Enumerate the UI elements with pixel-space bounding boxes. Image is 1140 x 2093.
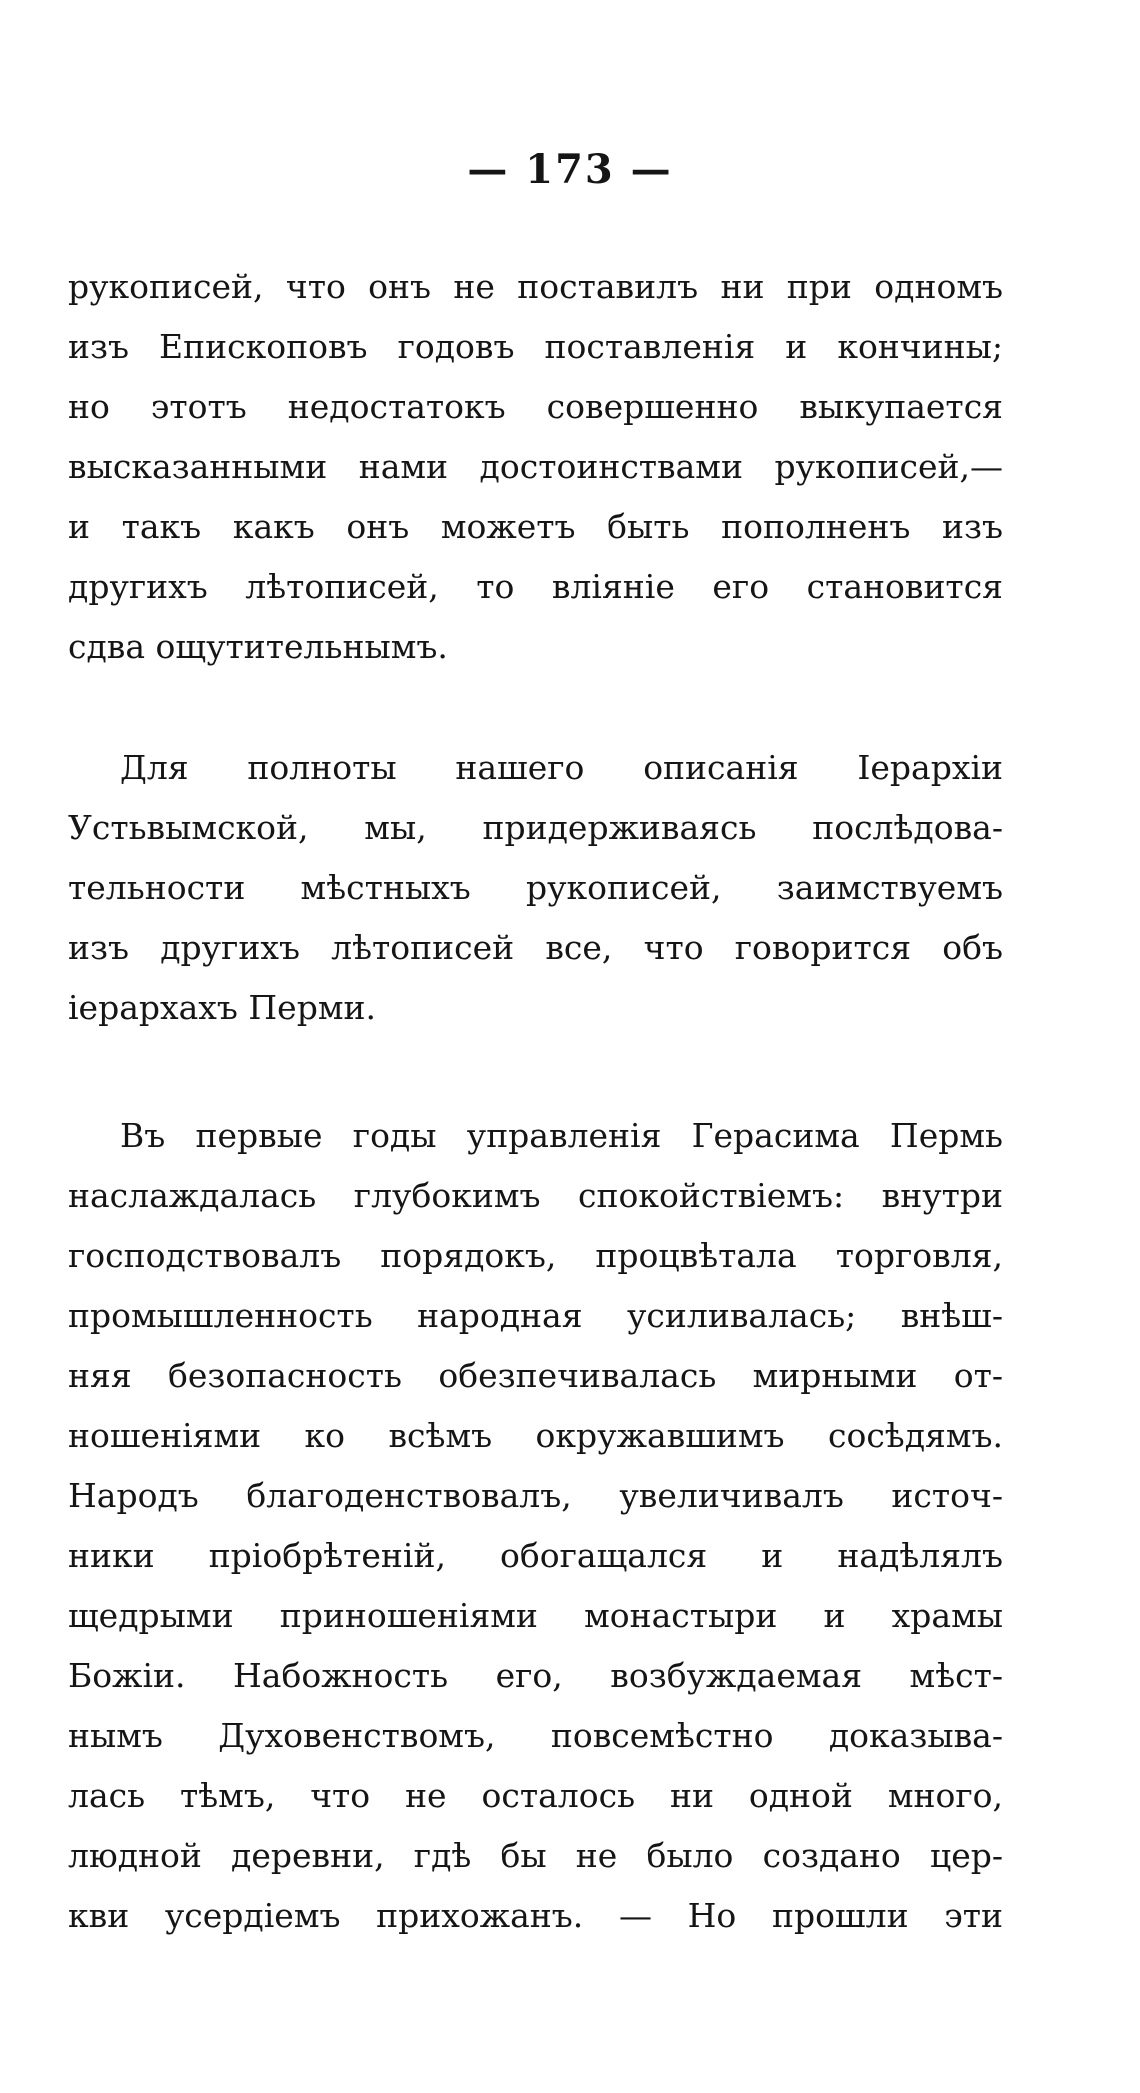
- text-line: Для полноты нашего описанія Іерархіи: [120, 748, 1003, 787]
- text-line: людной деревни, гдѣ бы не было создано цер-: [68, 1836, 1003, 1875]
- text-line: ношеніями ко всѣмъ окружавшимъ сосѣдямъ.: [68, 1416, 1003, 1455]
- text-line: Божіи. Набожность его, возбуждаемая мѣст-: [68, 1656, 1003, 1695]
- paragraph-1: [68, 257, 1003, 677]
- text-line: Народъ благоденствовалъ, увеличивалъ источ-: [68, 1476, 1003, 1515]
- text-line: изъ другихъ лѣтописей все, что говорится объ: [68, 928, 1003, 967]
- text-line: Въ первые годы управленія Герасима Пермь: [120, 1116, 1003, 1155]
- text-line: промышленность народная усиливалась; внѣш-: [68, 1296, 1003, 1335]
- text-line: няя безопасность обезпечивалась мирными от-: [68, 1356, 1003, 1395]
- text-line: Устьвымской, мы, придерживаясь послѣдова-: [68, 808, 1003, 847]
- text-line: сдва ощутительнымъ.: [68, 627, 448, 666]
- text-line: нымъ Духовенствомъ, повсемѣстно доказыва-: [68, 1716, 1003, 1755]
- text-line: господствовалъ порядокъ, процвѣтала торговля,: [68, 1236, 1003, 1275]
- paragraph-3: [68, 1106, 1003, 1946]
- text-line: ники пріобрѣтеній, обогащался и надѣлялъ: [68, 1536, 1003, 1575]
- text-line: но этотъ недостатокъ совершенно выкупается: [68, 387, 1003, 426]
- text-line: іерархахъ Перми.: [68, 988, 376, 1027]
- text-line: кви усердіемъ прихожанъ. — Но прошли эти: [68, 1896, 1003, 1935]
- text-line: высказанными нами достоинствами рукописей,—: [68, 447, 1003, 486]
- text-line: лась тѣмъ, что не осталось ни одной много,: [68, 1776, 1003, 1815]
- page-number: — 173 —: [467, 146, 673, 193]
- text-line: рукописей, что онъ не поставилъ ни при одномъ: [68, 267, 1003, 306]
- text-line: тельности мѣстныхъ рукописей, заимствуемъ: [68, 868, 1003, 907]
- paragraph-2: [68, 738, 1003, 1038]
- text-line: другихъ лѣтописей, то вліяніе его становится: [68, 567, 1003, 606]
- text-line: изъ Епископовъ годовъ поставленія и кончины;: [68, 327, 1003, 366]
- text-line: щедрыми приношеніями монастыри и храмы: [68, 1596, 1003, 1635]
- text-line: и такъ какъ онъ можетъ быть пополненъ изъ: [68, 507, 1003, 546]
- text-line: наслаждалась глубокимъ спокойствіемъ: внутри: [68, 1176, 1003, 1215]
